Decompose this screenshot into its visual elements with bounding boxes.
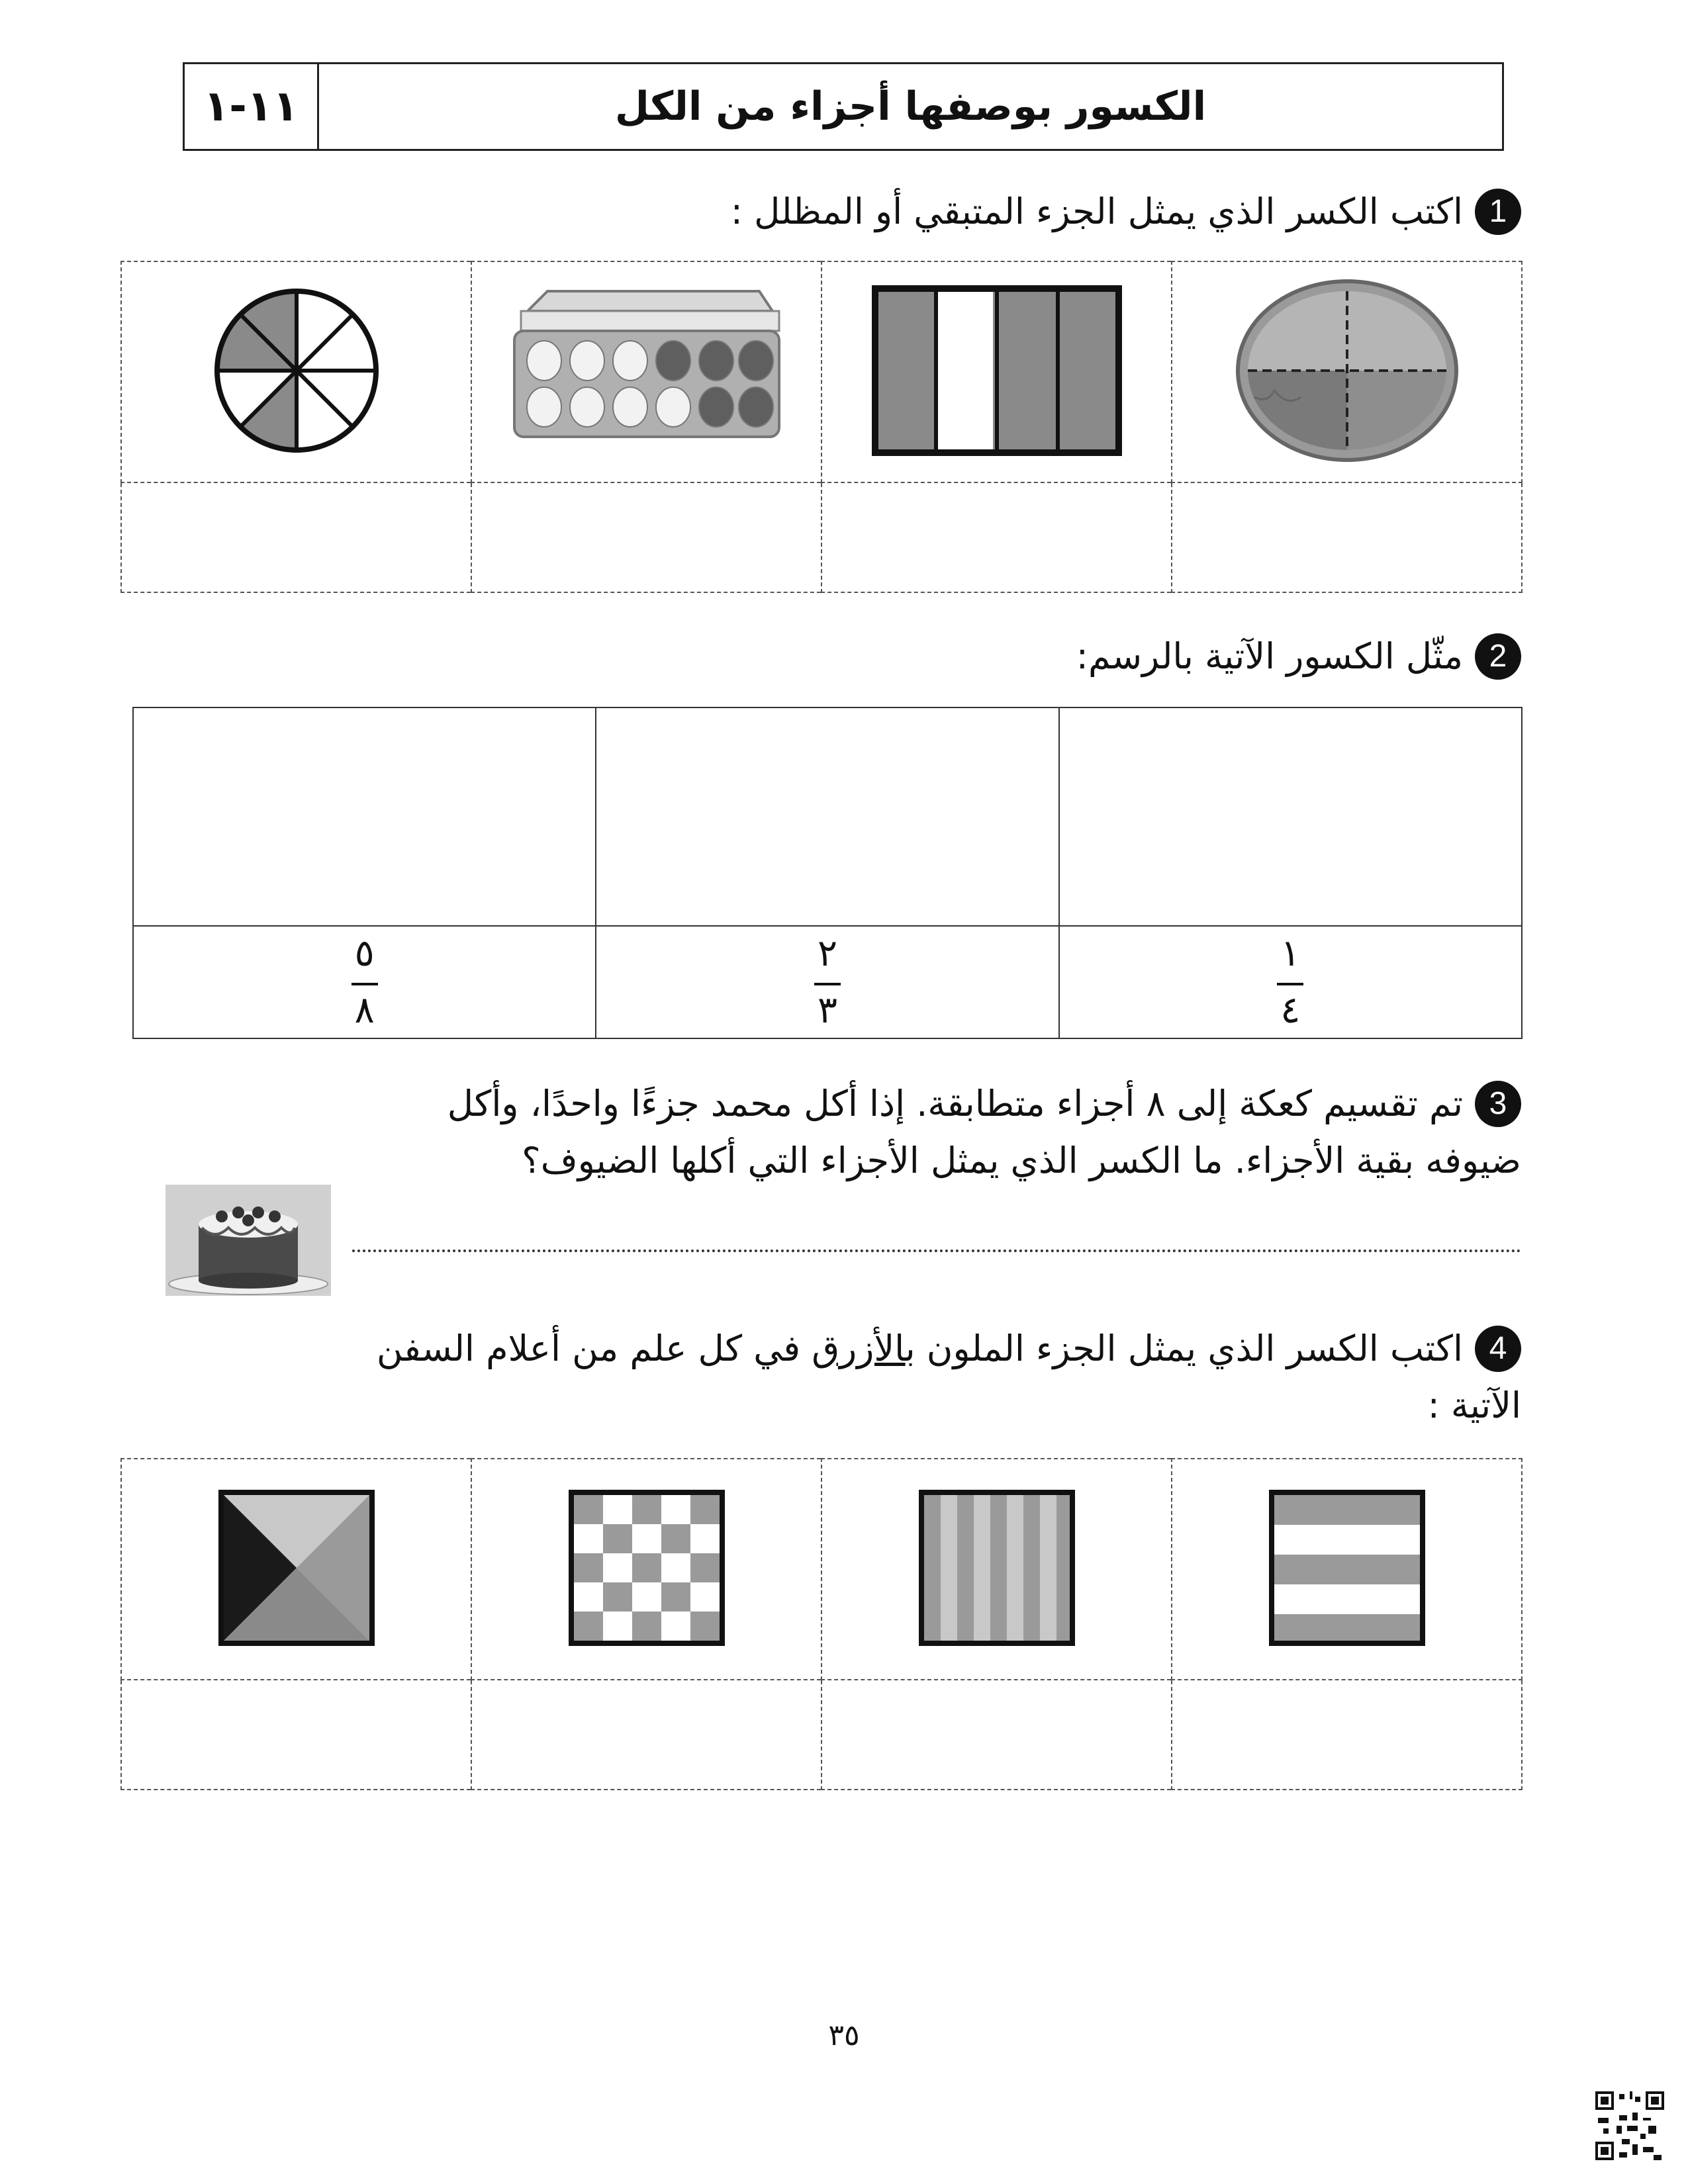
- question-text-part: في كل علم من أعلام السفن: [376, 1328, 812, 1369]
- fraction-numerator: ٢: [817, 932, 838, 975]
- cake-icon: [165, 1185, 331, 1296]
- q2-table: [132, 707, 1523, 1039]
- lesson-header: [183, 62, 1504, 151]
- question-4: [164, 1320, 1521, 1434]
- q1-table: [120, 261, 1523, 593]
- qr-code-icon: [1595, 2091, 1664, 2160]
- fraction: [814, 934, 841, 1030]
- underlined-word: الأزرق: [812, 1328, 906, 1369]
- q4-answer-cell[interactable]: [121, 1680, 471, 1790]
- circle-eighths-icon: [211, 285, 383, 457]
- q2-fraction-cell: [133, 926, 596, 1038]
- question-text: تم تقسيم كعكة إلى ٨ أجزاء متطابقة. إذا أكل محمد جزءًا واحدًا، وأكل: [447, 1083, 1463, 1124]
- q1-answer-cell[interactable]: [821, 482, 1172, 592]
- fraction-bar: [352, 983, 378, 985]
- question-4-line-1: [164, 1320, 1521, 1377]
- q4-cell-flag: [471, 1459, 821, 1680]
- fraction-denominator: ٤: [1280, 989, 1301, 1032]
- q1-cell-eggs: [471, 261, 821, 482]
- q1-answer-cell[interactable]: [471, 482, 821, 592]
- pie-icon: [1228, 271, 1466, 470]
- question-badge: 4: [1475, 1326, 1521, 1372]
- q2-drawing-cell[interactable]: [1059, 707, 1522, 926]
- q1-cell-circle: [121, 261, 471, 482]
- question-text: مثّل الكسور الآتية بالرسم:: [1076, 635, 1463, 677]
- fraction-denominator: ٨: [354, 989, 375, 1032]
- question-text: اكتب الكسر الذي يمثل الجزء المتبقي أو المظلل :: [730, 191, 1463, 232]
- vertical-stripes-flag-icon: [919, 1490, 1075, 1646]
- fraction: [352, 934, 378, 1030]
- q4-cell-flag: [821, 1459, 1172, 1680]
- question-3-line-1: [164, 1075, 1521, 1132]
- q4-answer-cell[interactable]: [821, 1680, 1172, 1790]
- q2-drawing-cell[interactable]: [596, 707, 1058, 926]
- q4-cell-flag: [1172, 1459, 1522, 1680]
- lesson-title: الكسور بوصفها أجزاء من الكل: [614, 83, 1207, 130]
- q2-drawing-cell[interactable]: [133, 707, 596, 926]
- egg-carton-icon: [508, 285, 786, 457]
- fraction-numerator: ٥: [354, 932, 375, 975]
- fraction-denominator: ٣: [817, 989, 838, 1032]
- q3-answer-line[interactable]: [352, 1250, 1521, 1252]
- q1-cell-bar: [821, 261, 1172, 482]
- fraction-bar: [1277, 983, 1303, 985]
- triangles-flag-icon: [218, 1490, 375, 1646]
- q4-cell-flag: [121, 1459, 471, 1680]
- question-badge: 1: [1475, 189, 1521, 235]
- fraction-bar-icon: [871, 285, 1123, 457]
- q1-answer-cell[interactable]: [121, 482, 471, 592]
- horizontal-stripes-flag-icon: [1269, 1490, 1425, 1646]
- question-3-line-2: ضيوفه بقية الأجزاء. ما الكسر الذي يمثل الأجزاء التي أكلها الضيوف؟: [522, 1140, 1521, 1181]
- question-badge: 3: [1475, 1081, 1521, 1127]
- checkered-flag-icon: [569, 1490, 725, 1646]
- q2-fraction-cell: [596, 926, 1058, 1038]
- q4-answer-cell[interactable]: [1172, 1680, 1522, 1790]
- q4-answer-cell[interactable]: [471, 1680, 821, 1790]
- question-text-part: اكتب الكسر الذي يمثل الجزء الملون ب: [905, 1328, 1463, 1369]
- question-text: [377, 1320, 1463, 1377]
- q1-cell-pie: [1172, 261, 1522, 482]
- qr-code[interactable]: [1595, 2091, 1664, 2160]
- fraction-bar: [814, 983, 841, 985]
- question-4-line-2: الآتية :: [1427, 1385, 1521, 1426]
- q1-answer-cell[interactable]: [1172, 482, 1522, 592]
- q2-fraction-cell: [1059, 926, 1522, 1038]
- question-3: [164, 1075, 1521, 1189]
- q4-table: [120, 1458, 1523, 1790]
- fraction-numerator: ١: [1280, 932, 1301, 975]
- question-badge: 2: [1475, 633, 1521, 680]
- cake-image: [165, 1185, 331, 1296]
- fraction: [1277, 934, 1303, 1030]
- question-1: [731, 184, 1521, 240]
- lesson-number: ١١-١: [185, 64, 319, 149]
- page-number: ٣٥: [828, 2019, 860, 2052]
- question-2: [1076, 629, 1521, 684]
